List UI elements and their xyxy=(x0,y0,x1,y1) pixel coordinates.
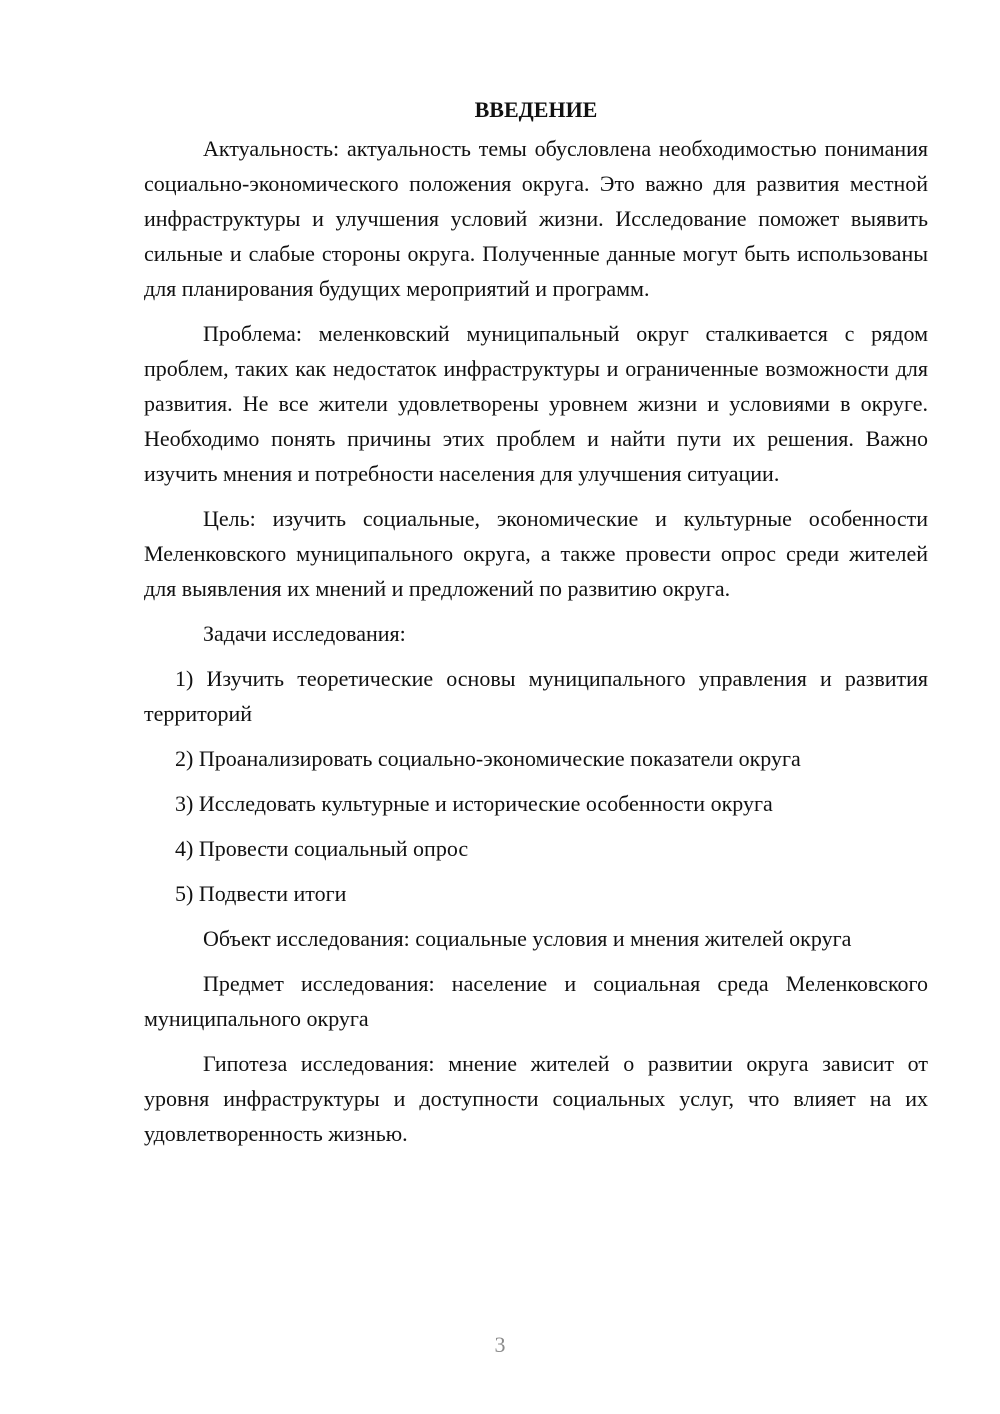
research-subject-paragraph: Предмет исследования: население и социальная среда Меленковского муниципального округа xyxy=(144,971,928,1031)
relevance-paragraph: Актуальность: актуальность темы обусловлена необходимостью понимания социально-экономического положения округа. Это важно для развития местной инфраструктуры и улучшения условий жизни. Исследование поможет выявить сильные и слабые стороны округа. Полученные данные могут быть использованы для планирования будущих мероприятий и программ. xyxy=(144,136,928,301)
page-number: 3 xyxy=(494,1332,506,1357)
hypothesis-paragraph: Гипотеза исследования: мнение жителей о развитии округа зависит от уровня инфраструктуры и доступности социальных услуг, что влияет на их удовлетворенность жизнью. xyxy=(144,1051,928,1146)
tasks-heading: Задачи исследования: xyxy=(203,621,406,646)
page-content xyxy=(144,92,928,1151)
problem-paragraph: Проблема: меленковский муниципальный округ сталкивается с рядом проблем, таких как недостаток инфраструктуры и ограниченные возможности для развития. Не все жители удовлетворены уровнем жизни и условиями в округе. Необходимо понять причины этих проблем и найти пути их решения. Важно изучить мнения и потребности населения для улучшения ситуации. xyxy=(144,321,928,486)
task-item-2: 2) Проанализировать социально-экономические показатели округа xyxy=(175,746,801,771)
task-item-1: 1) Изучить теоретические основы муниципального управления и развития территорий xyxy=(144,666,928,726)
research-object-paragraph: Объект исследования: социальные условия и мнения жителей округа xyxy=(203,926,852,951)
task-item-5: 5) Подвести итоги xyxy=(175,881,347,906)
task-item-3: 3) Исследовать культурные и исторические особенности округа xyxy=(175,791,773,816)
page-title: ВВЕДЕНИЕ xyxy=(474,97,598,122)
task-item-4: 4) Провести социальный опрос xyxy=(175,836,469,861)
goal-paragraph: Цель: изучить социальные, экономические и культурные особенности Меленковского муниципального округа, а также провести опрос среди жителей для выявления их мнений и предложений по развитию округа. xyxy=(144,506,928,601)
